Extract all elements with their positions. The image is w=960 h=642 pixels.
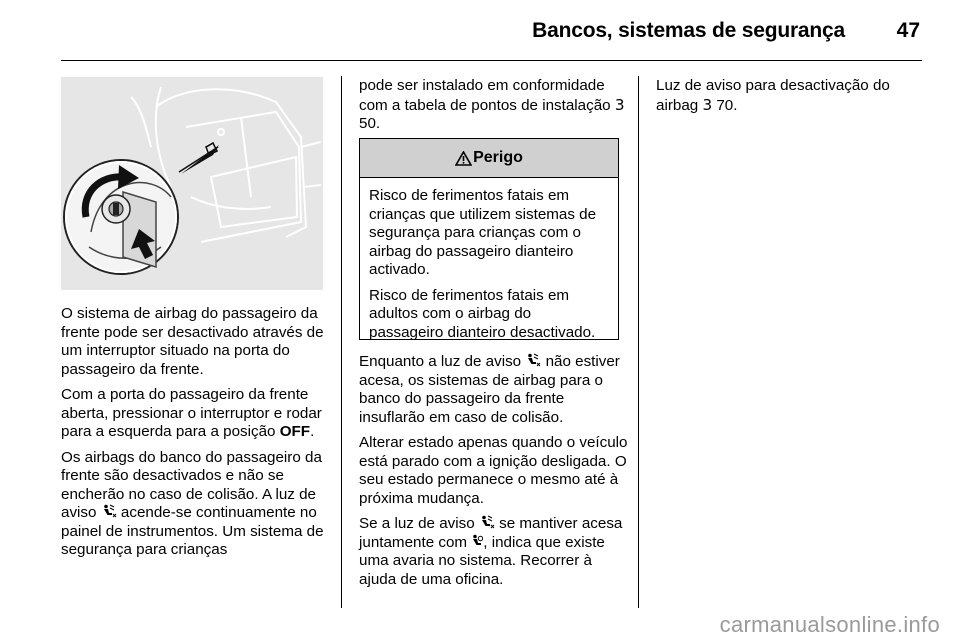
col3-p1-text: Luz de aviso para desactivação do airbag: [656, 77, 890, 114]
col2-p3-end: , indica que existe uma avaria no sistema. Recorrer à ajuda de uma oficina.: [359, 533, 605, 588]
col2-paragraph-2: Alterar estado apenas quando o veículo está parado com a ignição desligada. O seu estado permanece o mesmo até à próxima mudança.: [359, 434, 628, 507]
col1-paragraph-2: [61, 386, 329, 442]
danger-box: [359, 138, 619, 340]
col3-paragraph-1: [656, 77, 924, 115]
airbag-warning-icon: [471, 534, 483, 548]
col1-p2-text: Com a porta do passageiro da frente aberta, pressionar o interruptor e rodar para a esquerda para a posição: [61, 386, 322, 440]
col1-paragraph-3: [61, 449, 329, 560]
warning-triangle-icon: [455, 151, 472, 166]
page-number: 47: [896, 19, 920, 42]
column-2-body: [359, 353, 631, 596]
danger-title: Perigo: [473, 149, 523, 166]
page-ref-icon[interactable]: 3: [702, 95, 713, 114]
col2-paragraph-1: [359, 353, 631, 427]
col2-p3-text: Se a luz de aviso: [359, 515, 479, 532]
column-divider-1: [341, 76, 342, 608]
col1-paragraph-1: O sistema de airbag do passageiro da frente pode ser desactivado através de um interruptor situado na porta do passageiro da frente.: [61, 305, 324, 378]
column-divider-2: [638, 76, 639, 608]
col1-p2-end: .: [310, 423, 315, 440]
danger-paragraph-1: Risco de ferimentos fatais em crianças que utilizem sistemas de segurança para crianças com o airbag do passageiro dianteiro activado.: [369, 187, 597, 278]
col2-intro: [359, 77, 629, 134]
col2-paragraph-3: [359, 515, 631, 589]
col1-p3-end: acende-se continuamente no painel de instrumentos. Um sistema de segurança para crianças: [61, 504, 324, 558]
col2-p1-text: Enquanto a luz de aviso: [359, 353, 526, 370]
danger-header: [360, 139, 618, 178]
airbag-off-warning-icon: [479, 515, 495, 529]
header-rule: [61, 60, 922, 61]
page-header-title: Bancos, sistemas de segurança: [532, 19, 845, 42]
column-2-intro: [359, 77, 629, 141]
airbag-off-warning-icon: [525, 353, 541, 367]
column-3: [656, 77, 924, 122]
page-ref-number: 70.: [712, 96, 738, 114]
danger-paragraph-2: Risco de ferimentos fatais em adultos com o airbag do passageiro dianteiro desactivado.: [369, 286, 596, 341]
watermark: carmanualsonline.info: [719, 612, 940, 637]
col1-p3-text: Os airbags do banco do passageiro da frente são desactivados e não se encherão no caso de colisão. A luz de aviso: [61, 448, 322, 521]
airbag-switch-illustration: [61, 77, 323, 290]
col2-intro-text: pode ser instalado em conformidade com a tabela de pontos de instalação: [359, 77, 615, 114]
off-label: OFF: [279, 423, 311, 440]
danger-body: [360, 178, 618, 342]
page-ref-number: 50.: [359, 115, 381, 132]
col2-p1-end: não estiver acesa, os sistemas de airbag para o banco do passageiro da frente insuflarão em caso de colisão.: [359, 353, 620, 426]
col2-p3-mid: se mantiver acesa juntamente com: [359, 515, 623, 551]
column-1: [61, 305, 329, 567]
airbag-off-warning-icon: [101, 504, 117, 518]
page-ref-icon[interactable]: 3: [614, 95, 625, 114]
